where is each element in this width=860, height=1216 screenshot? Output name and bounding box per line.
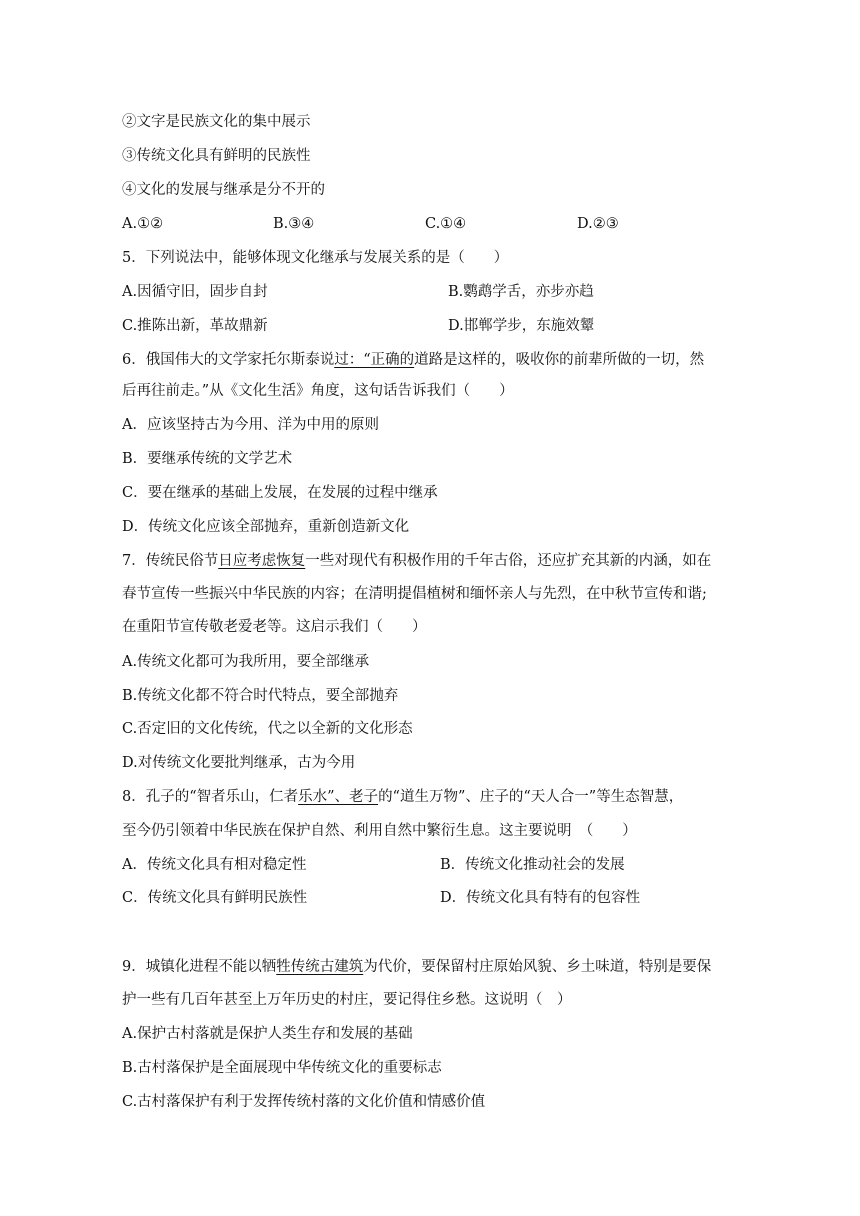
q7-stem-cont-2: 在重阳节宣传敬老爱老等。这启示我们（ ） bbox=[122, 619, 427, 635]
q6-option-a: A．应该坚持古为今用、洋为中用的原则 bbox=[122, 417, 379, 433]
q7-stem: 7．传统民俗节日应考虑恢复一些对现代有积极作用的千年古俗，还应扩充其新的内涵，如在 bbox=[122, 553, 712, 569]
q4-option-a: A.①② bbox=[122, 216, 164, 232]
q6-stem: 6．俄国伟大的文学家托尔斯泰说过：“正确的道路是这样的，吸收你的前辈所做的一切，然 bbox=[122, 352, 705, 368]
q7-option-a: A.传统文化都可为我所用，要全部继承 bbox=[122, 654, 370, 670]
q8-option-c: C．传统文化具有鲜明民族性 bbox=[122, 890, 308, 906]
q5-option-d: D.邯郸学步，东施效颦 bbox=[448, 318, 595, 334]
q9-option-c: C.古村落保护有利于发挥传统村落的文化价值和情感价值 bbox=[122, 1094, 486, 1110]
q8-stem-cont: 至今仍引领着中华民族在保护自然、利用自然中繁衍生息。这主要说明 （ ） bbox=[122, 823, 637, 839]
q6-option-c: C．要在继承的基础上发展，在发展的过程中继承 bbox=[122, 485, 438, 501]
q7-option-b: B.传统文化都不符合时代特点，要全部抛弃 bbox=[122, 688, 399, 704]
q8-option-a: A．传统文化具有相对稳定性 bbox=[122, 857, 307, 873]
item-4: ④文化的发展与继承是分不开的 bbox=[122, 182, 325, 198]
q9-stem-cont: 护一些有几百年甚至上万年历史的村庄，要记得住乡愁。这说明（ ） bbox=[122, 992, 572, 1008]
q5-option-b: B.鹦鹉学舌，亦步亦趋 bbox=[448, 284, 594, 300]
item-3: ③传统文化具有鲜明的民族性 bbox=[122, 148, 311, 164]
q9-option-a: A.保护古村落就是保护人类生存和发展的基础 bbox=[122, 1026, 413, 1042]
q5-option-a: A.因循守旧，固步自封 bbox=[122, 284, 268, 300]
q8-option-b: B．传统文化推动社会的发展 bbox=[440, 857, 625, 873]
q7-option-d: D.对传统文化要批判继承，古为今用 bbox=[122, 755, 356, 771]
q8-option-d: D．传统文化具有特有的包容性 bbox=[440, 890, 641, 906]
q4-option-b: B.③④ bbox=[273, 216, 315, 232]
item-2: ②文字是民族文化的集中展示 bbox=[122, 114, 311, 130]
q8-stem: 8．孔子的“智者乐山，仁者乐水”、老子的“道生万物”、庄子的“天人合一”等生态智慧， bbox=[122, 789, 684, 805]
q4-option-c: C.①④ bbox=[425, 216, 467, 232]
q9-stem: 9．城镇化进程不能以牺牲传统古建筑为代价，要保留村庄原始风貌、乡土味道，特别是要保 bbox=[122, 959, 712, 975]
q7-option-c: C.否定旧的文化传统，代之以全新的文化形态 bbox=[122, 721, 413, 737]
q6-option-d: D．传统文化应该全部抛弃，重新创造新文化 bbox=[122, 519, 410, 535]
q7-stem-cont: 春节宣传一些振兴中华民族的内容；在清明提倡植树和缅怀亲人与先烈，在中秋节宣传和谐; bbox=[122, 586, 707, 602]
q9-option-b: B.古村落保护是全面展现中华传统文化的重要标志 bbox=[122, 1060, 442, 1076]
q5-option-c: C.推陈出新，革故鼎新 bbox=[122, 318, 268, 334]
q5-stem: 5．下列说法中，能够体现文化继承与发展关系的是（ ） bbox=[122, 250, 509, 266]
q6-stem-cont: 后再往前走。”从《文化生活》角度，这句话告诉我们（ ） bbox=[122, 383, 514, 399]
q6-option-b: B．要继承传统的文学艺术 bbox=[122, 451, 293, 467]
q4-option-d: D.②③ bbox=[577, 216, 619, 232]
